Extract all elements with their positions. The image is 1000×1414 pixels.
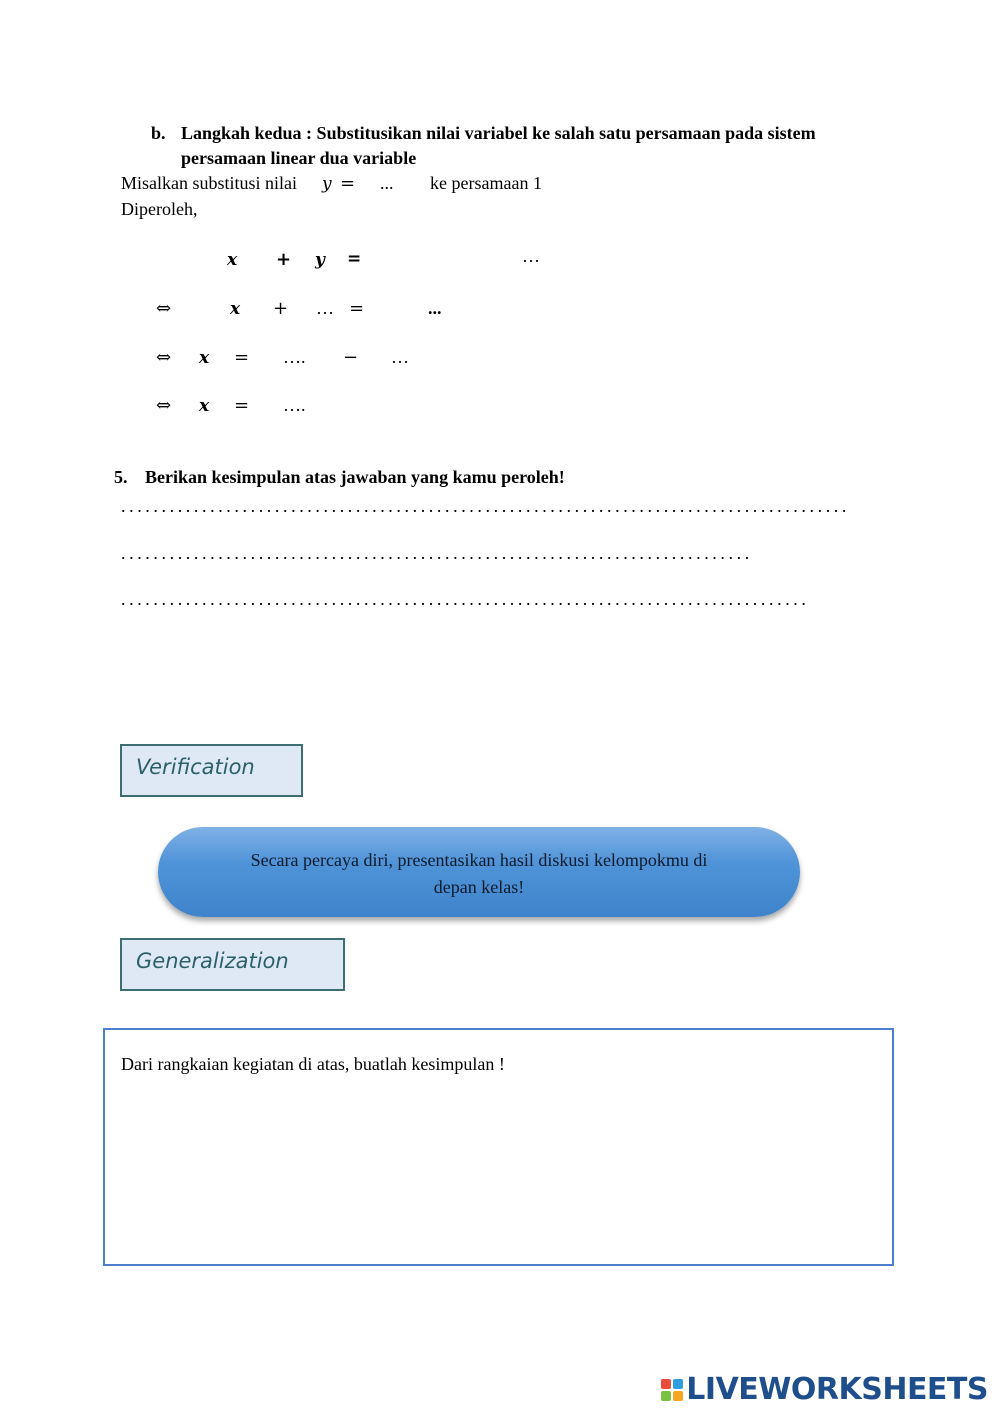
eq1-equals: = [347,249,362,269]
verification-instruction-pill [158,827,800,917]
eq4-equivalence-icon: ⇔ [156,395,172,416]
logo-tile-i [673,1379,683,1389]
eq1-rhs: … [522,246,540,266]
eq3-minus: − [343,347,359,368]
intro-equals: = [340,173,356,194]
answer-line-3[interactable]: ..................................................................................... [121,589,810,609]
eq1-plus: + [276,249,292,270]
answer-line-2[interactable]: .............................................................................. [121,543,753,563]
eq4-x: x [199,396,210,416]
eq2-rhs: ... [428,298,442,318]
eq2-blank: … [316,298,334,318]
logo-tile-l [661,1379,671,1389]
step-title-line2: persamaan linear dua variable [181,148,417,168]
logo-grid-icon [661,1379,683,1401]
eq1-y: y [315,250,325,270]
generalization-label: Generalization [136,949,289,973]
instruction-line2: depan kelas! [433,877,525,897]
generalization-label-box [120,938,345,991]
logo-tile-e [673,1391,683,1401]
generalization-answer-box[interactable] [103,1028,894,1266]
brand-name: LIVEWORKSHEETS [686,1372,988,1407]
generalization-prompt: Dari rangkaian kegiatan di atas, buatlah kesimpulan ! [121,1054,505,1074]
eq3-term-b: … [391,347,409,367]
verification-label: Verification [136,755,255,779]
eq2-equivalence-icon: ⇔ [156,298,172,319]
eq3-equivalence-icon: ⇔ [156,347,172,368]
intro-blank: ... [380,173,394,193]
eq3-term-a: …. [283,347,306,367]
instruction-line1: Secara percaya diri, presentasikan hasil diskusi kelompokmu di [250,850,708,870]
eq3-x: x [199,348,210,368]
question5-number: 5. [114,467,128,487]
logo-tile-v [661,1391,671,1401]
eq3-equals: = [234,347,250,368]
step-title-line1: Langkah kedua : Substitusikan nilai variabel ke salah satu persamaan pada sistem [181,123,816,143]
eq2-plus: + [273,298,289,319]
intro-suffix: ke persamaan 1 [430,173,542,193]
eq1-x: x [227,250,238,270]
eq2-x: x [230,299,241,319]
step-marker: b. [151,123,166,143]
diperoleh-label: Diperoleh, [121,199,198,219]
question5-text: Berikan kesimpulan atas jawaban yang kamu peroleh! [145,467,565,487]
liveworksheets-logo [661,1372,988,1407]
eq4-equals: = [234,395,250,416]
answer-line-1[interactable]: .......................................................................................... [121,496,850,516]
intro-variable: y [322,174,332,194]
eq4-term-a: …. [283,395,306,415]
eq2-equals: = [349,298,365,319]
intro-prefix: Misalkan substitusi nilai [121,173,298,193]
verification-label-box [120,744,303,797]
